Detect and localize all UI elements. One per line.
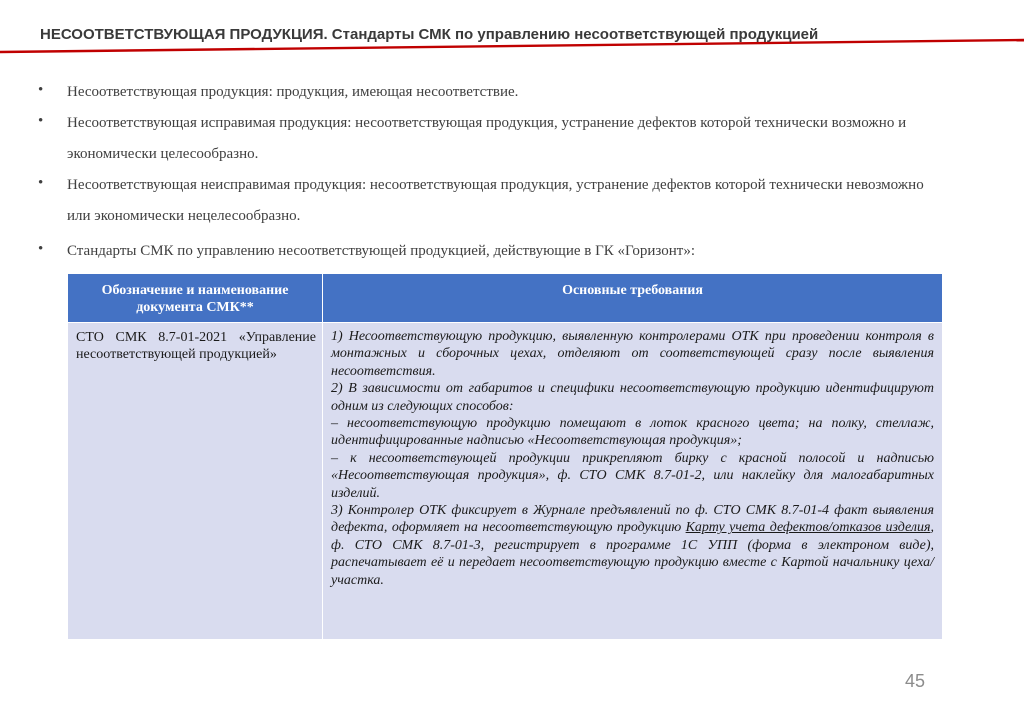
bullet-icon: • [38, 175, 44, 191]
bullet-list [38, 77, 938, 267]
list-item: • Несоответствующая исправимая продукция: несоответствующая продукция, устранение дефектов которой технически возможно и экономически целесообразно. [38, 108, 938, 170]
table-row [68, 323, 943, 640]
page-number: 45 [905, 671, 926, 691]
standards-table [67, 273, 943, 640]
bullet-icon: • [38, 113, 44, 129]
requirement-paragraph: 1) Несоответствующую продукцию, выявленную контролерами ОТК при проведении контроля в монтажных и сборочных цехах, отделяют от соответствующей сразу после выявления несоответствия. [331, 329, 934, 379]
document-cell: СТО СМК 8.7-01-2021 «Управление несоответствующей продукцией» [68, 323, 323, 640]
column-header-requirements: Основные требования [323, 274, 943, 323]
defect-card-reference: Карту учета дефектов/отказов изделия [685, 520, 931, 536]
requirement-paragraph: 2) В зависимости от габаритов и специфики несоответствующую продукцию идентифицируют одним из следующих способов: [331, 381, 934, 414]
page-title: НЕСООТВЕТСТВУЮЩАЯ ПРОДУКЦИЯ. Стандарты СМК по управлению несоответствующей продукцией [40, 26, 819, 43]
list-item: • Несоответствующая неисправимая продукция: несоответствующая продукция, устранение дефектов которой технически невозможно или экономически нецелесообразно. [38, 170, 938, 232]
list-item: • Несоответствующая продукция: продукция, имеющая несоответствие. [38, 77, 938, 108]
requirement-paragraph: – несоответствующую продукцию помещают в лоток красного цвета; на полку, стеллаж, идентифицированные надписью «Несоответствующая продукция»; [331, 416, 934, 449]
requirement-paragraph: – к несоответствующей продукции прикрепляют бирку с красной полосой и надписью «Несоответствующая продукция», ф. СТО СМК 8.7-01-2, или наклейку для малогабаритных изделий. [331, 450, 934, 501]
bullet-icon: • [38, 82, 44, 98]
table-header-row [68, 274, 943, 323]
requirement-paragraph: 3) Контролер ОТК фиксирует в Журнале предъявлений по ф. СТО СМК 8.7-01-4 факт выявления дефекта, оформляет на несоответствующую продукцию Карту учета дефектов/отказов изделия, ф. СТО СМК 8.7-01-3, регистрирует в программе 1С УПП (форма в электроном виде), распечатывает её и передает несоответствующую продукцию вместе с Картой начальнику цеха/участка. [331, 503, 934, 588]
column-header-document: Обозначение и наименование документа СМК** [68, 274, 323, 323]
list-item: • Стандарты СМК по управлению несоответствующей продукцией, действующие в ГК «Горизонт»: [38, 236, 938, 267]
bullet-icon: • [38, 241, 44, 257]
requirements-cell [323, 323, 943, 640]
